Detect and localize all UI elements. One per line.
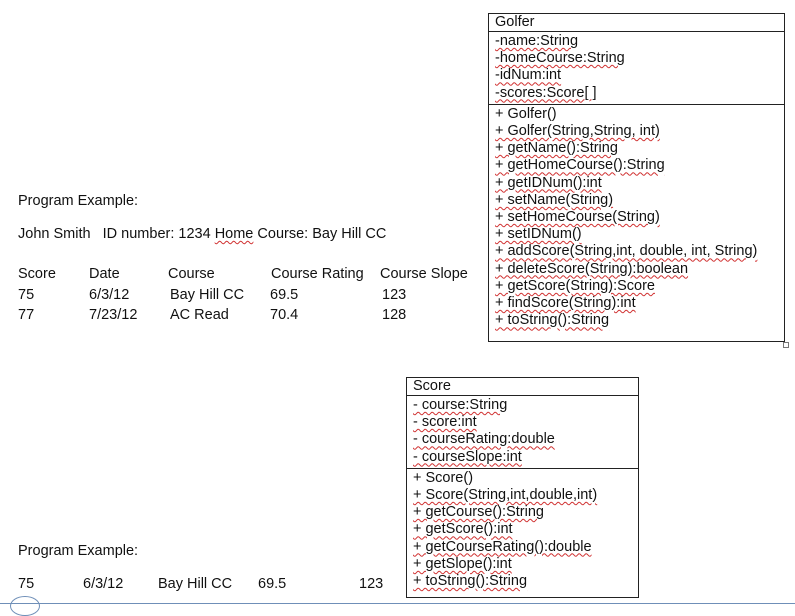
home-label: Home [214, 226, 254, 242]
example2-cell: 6/3/12 [83, 576, 124, 592]
score-attribute: - score:int [413, 414, 477, 431]
golfer-method: + getHomeCourse():String [495, 157, 665, 174]
golfer-attribute: -scores:Score[ ] [495, 84, 597, 101]
table-cell: AC Read [170, 307, 229, 323]
golfer-method: + Golfer(String,String, int) [495, 123, 660, 140]
table-header-course-rating: Course Rating [271, 266, 364, 282]
golfer-method: + Golfer() [495, 105, 557, 122]
resize-handle[interactable] [783, 342, 789, 348]
table-cell: 70.4 [270, 307, 299, 323]
score-class-box[interactable] [406, 377, 639, 598]
golfer-attribute: -name:String [495, 33, 579, 49]
score-attributes [407, 396, 638, 468]
score-method: + getCourse():String [413, 504, 544, 521]
golfer-method: + getIDNum():int [495, 174, 602, 191]
table-cell: 69.5 [270, 287, 299, 303]
example2-cell: 75 [18, 576, 35, 592]
example2-cell: Bay Hill CC [158, 576, 233, 592]
score-method: + getCourseRating():double [413, 538, 592, 555]
golfer-attribute: -homeCourse:String [495, 50, 625, 67]
score-method: + toString():String [413, 573, 528, 590]
score-methods [407, 468, 638, 592]
golfer-id: ID number: 1234 [102, 226, 211, 242]
table-cell: 77 [18, 307, 35, 323]
golfer-attribute: -idNum:int [495, 67, 562, 84]
table-cell: 128 [382, 307, 407, 323]
golfer-course: Course: Bay Hill CC [257, 226, 387, 242]
score-attribute: - courseSlope:int [413, 448, 522, 465]
golfer-method: + addScore(String,int, double, int, String) [495, 243, 758, 260]
golfer-method: + deleteScore(String):boolean [495, 260, 689, 277]
table-cell: 123 [382, 287, 407, 303]
table-header-course: Course [168, 266, 215, 282]
program-example-heading-1: Program Example: [18, 193, 139, 209]
golfer-method: + toString():String [495, 312, 610, 329]
score-method: + getScore():int [413, 521, 513, 538]
golfer-method: + getName():String [495, 140, 618, 157]
table-cell: 7/23/12 [89, 307, 138, 323]
golfer-methods [489, 104, 784, 332]
example2-cell: 123 [359, 576, 384, 592]
golfer-class-box[interactable] [488, 13, 785, 342]
score-method: + Score(String,int,double,int) [413, 487, 598, 504]
golfer-name: John Smith [18, 226, 91, 242]
example2-cell: 69.5 [258, 576, 287, 592]
score-class-title: Score [407, 378, 638, 396]
table-header-score: Score [18, 266, 56, 282]
golfer-method: + getScore(String):Score [495, 277, 655, 294]
golfer-info-line [18, 226, 386, 243]
table-header-date: Date [89, 266, 120, 282]
golfer-method: + setHomeCourse(String) [495, 209, 660, 226]
score-method: + getSlope():int [413, 555, 512, 572]
golfer-method: + setName(String) [495, 191, 614, 208]
score-attribute: - courseRating:double [413, 431, 555, 448]
golfer-attributes [489, 32, 784, 104]
program-example-heading-2: Program Example: [18, 543, 139, 559]
table-header-course-slope: Course Slope [380, 266, 468, 282]
golfer-method: + findScore(String):int [495, 295, 636, 312]
table-cell: Bay Hill CC [170, 287, 245, 303]
cursor-arc-shape [10, 596, 40, 616]
table-cell: 75 [18, 287, 35, 303]
golfer-class-title: Golfer [489, 14, 784, 32]
page-bottom-divider [0, 603, 795, 604]
golfer-method: + setIDNum() [495, 226, 582, 243]
table-cell: 6/3/12 [89, 287, 130, 303]
score-method: + Score() [413, 469, 474, 486]
score-attribute: - course:String [413, 397, 508, 413]
